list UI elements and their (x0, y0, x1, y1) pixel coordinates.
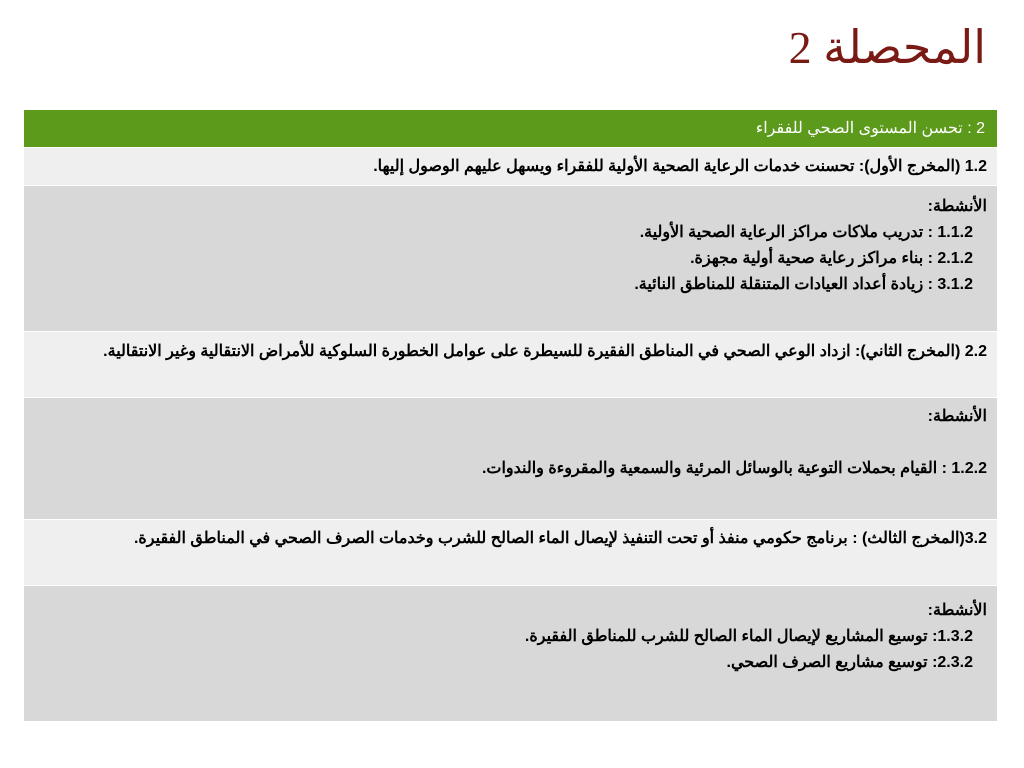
activity-item: 1.2.2 : القيام بحملات التوعية بالوسائل المرئية والسمعية والمقروءة والندوات. (481, 460, 987, 477)
output-row-1: 1.2 (المخرج الأول): تحسنت خدمات الرعاية الصحية الأولية للفقراء ويسهل عليهم الوصول إليها. (24, 148, 997, 186)
slide-title: المحصلة 2 (788, 22, 986, 73)
output-row-3: 3.2(المخرج الثالث) : برنامج حكومي منفذ أو تحت التنفيذ لإيصال الماء الصالح للشرب وخدمات الصرف الصحي في المناطق الفقيرة. (24, 520, 997, 586)
activities-row-2 (24, 398, 997, 520)
activity-item: 1.1.2 : تدريب ملاكات مراكز الرعاية الصحية الأولية. (639, 224, 973, 241)
activities-row-1 (24, 186, 997, 332)
activity-list (34, 220, 987, 298)
activity-item: 3.1.2 : زيادة أعداد العيادات المتنقلة للمناطق النائية. (634, 276, 973, 293)
activity-list (34, 624, 987, 676)
activity-item: 1.3.2: توسيع المشاريع لإيصال الماء الصالح للشرب للمناطق الفقيرة. (524, 628, 973, 645)
activities-label: الأنشطة: (927, 408, 987, 425)
outcome-header: 2 : تحسن المستوى الصحي للفقراء (24, 110, 997, 148)
activity-item: 2.3.2: توسيع مشاريع الصرف الصحي. (726, 654, 973, 671)
activity-list (34, 456, 987, 482)
spacer (34, 430, 987, 456)
activity-item: 2.1.2 : بناء مراكز رعاية صحية أولية مجهزة. (690, 250, 973, 267)
activities-label: الأنشطة: (927, 602, 987, 619)
outcome-table (24, 110, 997, 722)
activities-row-3 (24, 586, 997, 722)
activities-label: الأنشطة: (927, 198, 987, 215)
output-row-2: 2.2 (المخرج الثاني): ازداد الوعي الصحي في المناطق الفقيرة للسيطرة على عوامل الخطورة السلوكية للأمراض الانتقالية وغير الانتقالية. (24, 332, 997, 398)
